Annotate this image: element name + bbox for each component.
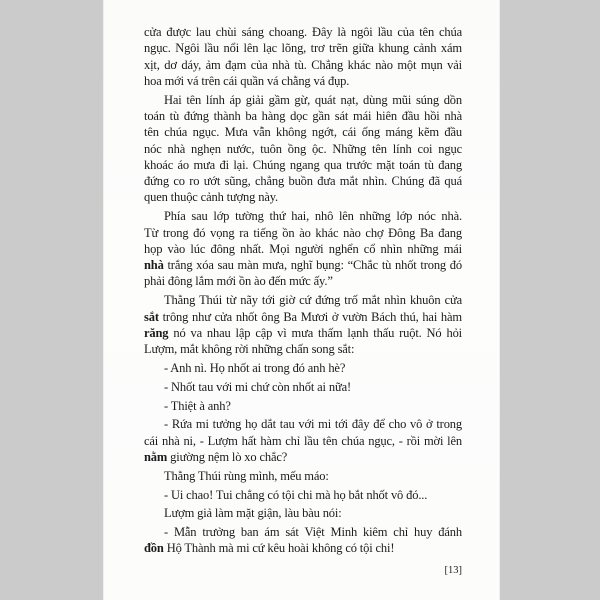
text-line: toán tù đứng thành ba hàng dọc gần sát mái hiên đầu hồi nhà xyxy=(144,108,462,123)
text-line: đứng co ro ướt sũng, chẳng buồn đưa mắt nhìn. Chúng đã quá xyxy=(144,174,462,189)
text-line: - Thiệt à anh? xyxy=(164,398,231,413)
paragraph xyxy=(144,24,462,89)
text-line: quen thuộc cảnh tượng này. xyxy=(144,190,278,205)
text-line: xịt, dơ dáy, ảm đạm của nhà tù. Chẳng khác nào một mụn vải xyxy=(144,57,462,72)
paragraph xyxy=(144,208,462,289)
text-line: ngục. Ngôi lầu nổi lên lạc lõng, trơ trẽn giữa khung cảnh xám xyxy=(144,41,462,56)
text-line: Thằng Thúi rùng mình, mếu máo: xyxy=(164,468,329,483)
text-line: Phía sau lớp tường thứ hai, nhô lên những lớp nóc nhà. xyxy=(164,209,462,224)
page-number: [13] xyxy=(444,565,462,576)
text-line: hoa mới vá trên cái quần vá chằng vá đụp. xyxy=(144,73,350,88)
text-line: Lượm, mắt không rời những chấn song sắt: xyxy=(144,342,355,357)
book-page xyxy=(103,0,500,600)
text-line: sắt trông như cửa nhốt ông Ba Mươi ở vườn Bách thú, hai hàm xyxy=(144,309,462,324)
text-line: - Mẫn trưởng ban ám sát Việt Minh kiêm chỉ huy đánh xyxy=(164,525,462,540)
text-line: cửa được lau chùi sáng choang. Đây là ngôi lầu của tên chúa xyxy=(144,25,462,39)
text-line: - Ui chao! Tui chẳng có tội chi mà họ bắt nhốt vô đó... xyxy=(164,487,428,502)
text-line: nhà trắng xóa sau màn mưa, nghĩ bụng: “Chắc tù nhốt trong đó xyxy=(144,258,462,273)
text-line: khoác áo mưa đi lại. Chúng ngang qua trước mặt toán tù đang xyxy=(144,157,462,172)
text-line: phải đông lắm mới ồn ào đến mức ấy.” xyxy=(144,274,333,289)
text-block xyxy=(144,24,462,559)
paragraph xyxy=(144,487,462,503)
text-line: đồn Hộ Thành mà mi cứ kêu hoài không có tội chi! xyxy=(144,541,395,556)
paragraph xyxy=(144,524,462,557)
text-line: Lượm giả làm mặt giận, làu bàu nói: xyxy=(164,506,342,521)
text-line: tên chúa ngục. Mưa vẫn không ngớt, cái ống máng kẽm đầu xyxy=(144,125,462,140)
paragraph xyxy=(144,92,462,206)
text-line: - Rứa mi tưởng họ dắt tau với mi tới đây để cho vô ở trong xyxy=(164,417,462,432)
text-line: nóc nhà nghẹn nước, tuôn ồng ộc. Những tên lính coi ngục xyxy=(144,141,462,156)
paragraph xyxy=(144,398,462,414)
text-line: cái nhà ni, - Lượm hất hàm chỉ lầu tên chúa ngục, - rồi mời lên xyxy=(144,433,462,448)
paragraph xyxy=(144,468,462,484)
text-line: Hai tên lính áp giải gầm gừ, quát nạt, dùng mũi súng dồn xyxy=(164,92,462,107)
paragraph xyxy=(144,360,462,376)
text-line: nằm giường nệm lò xo chắc? xyxy=(144,449,288,464)
text-line: - Nhốt tau với mi chứ còn nhốt ai nữa! xyxy=(164,379,351,394)
text-line: Từ trong đó vọng ra tiếng ồn ào khác nào chợ Đông Ba đang xyxy=(144,225,462,240)
paragraph xyxy=(144,379,462,395)
text-line: Thằng Thúi từ nãy tới giờ cứ đứng trố mắt nhìn khuôn cửa xyxy=(164,293,462,308)
text-line: răng nó va nhau lập cập vì mưa thấm lạnh thấu ruột. Nó hỏi xyxy=(144,325,462,340)
paragraph xyxy=(144,416,462,465)
text-line: họp vào lúc đông nhất. Mọi người nghển cổ nhìn những mái xyxy=(144,241,462,256)
paragraph xyxy=(144,505,462,521)
text-line: - Anh nì. Họ nhốt ai trong đó anh hè? xyxy=(164,360,346,375)
paragraph xyxy=(144,292,462,357)
